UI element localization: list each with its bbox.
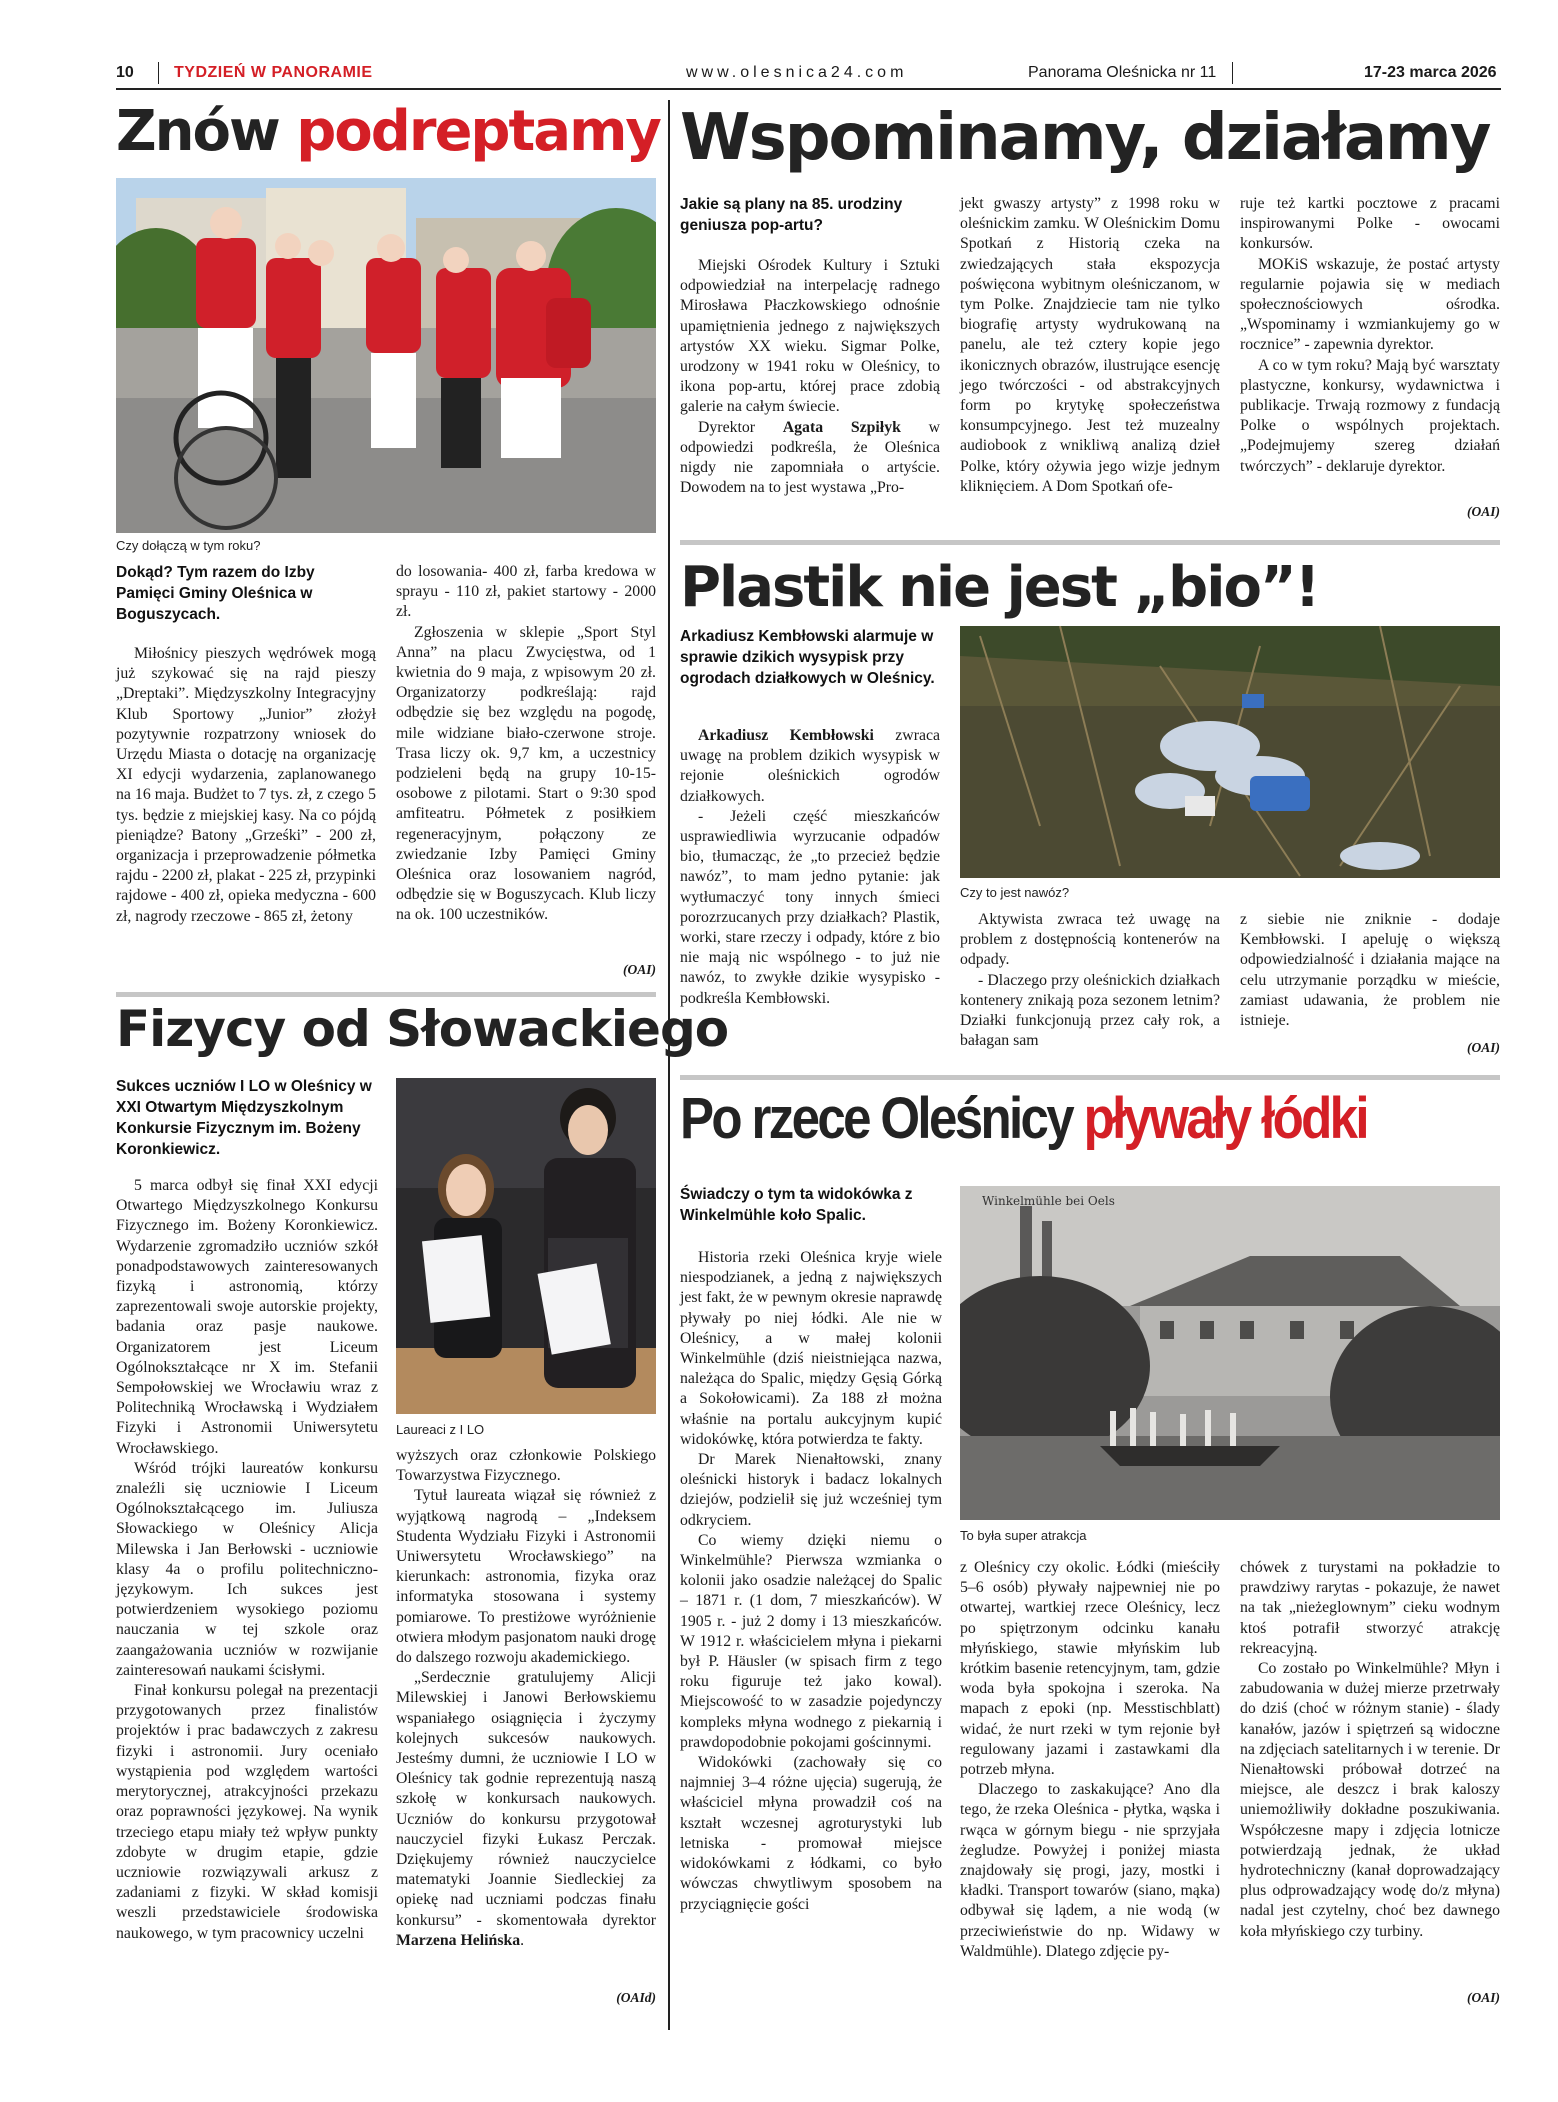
column-rule (668, 100, 670, 2030)
paragraph: Tytuł laureata wiązał się również z wyjątkową nagrodą – „Indeksem Studenta Wydziału Fizyki i Astronomii Uniwersytetu Wrocławskiego” na kierunkach: astronomia, fizyka oraz informatyka stosowana i systemy pomiarowe. To prestiżowe wyróżnienie otwiera młodym pasjonatom nauki drogę do dalszego rozwoju akademickiego. (396, 1487, 656, 1667)
paragraph: 5 marca odbył się finał XXI edycji Otwartego Międzyszkolnego Konkursu Fizycznego im. Bożeny Koronkiewicz. Wydarzenie zgromadziło uczniów szkół ponadpodstawowych zainteresowanych fizyką i astronomią, którzy zaprezentowali swoje autorskie projekty, badania oraz pasje naukowe. Organizatorem jest Liceum Ogólnokształcące nr X im. Stefanii Sempołowskiej we Wrocławiu wraz z Politechniką Wrocławską i Wydziałem Fizyki i Astronomii Uniwersytetu Wrocławskiego. (116, 1177, 378, 1457)
article-lead: Sukces uczniów I LO w Oleśnicy w XXI Otwartym Międzyszkolnym Konkursie Fizycznym im. Bożeny Koronkiewicz. (116, 1078, 372, 1158)
laureates-photo (396, 1078, 656, 1414)
postcard-inscription: Winkelmühle bei Oels (982, 1194, 1115, 1208)
article-lead: Arkadiusz Kembłowski alarmuje w sprawie dzikich wysypisk przy ogrodach działkowych w Oleśnicy. (680, 628, 935, 687)
title-highlight: pływały łódki (1083, 1086, 1367, 1151)
paragraph (680, 726, 940, 807)
website[interactable]: www.olesnica24.com (686, 64, 908, 81)
header-divider (1232, 62, 1233, 84)
text-column (680, 726, 940, 1009)
paragraph: A co w tym roku? Mają być warsztaty plastyczne, konkursy, wydawnictwa i publikacje. Trwają rozmowy z fundacją Polke o wspólnych projektach. „Podejmujemy szereg działań twórczych” - deklaruje dyrektor. (1240, 356, 1500, 475)
text-column (1240, 194, 1500, 477)
text-column (1240, 1558, 1500, 1942)
rule (680, 1075, 1500, 1080)
photo-caption: Czy dołączą w tym roku? (116, 538, 261, 553)
paragraph: Co wiemy dzięki niemu o Winkelmühle? Pierwsza wzmianka o kolonii jako osadzie należącej do Spalic – 1871 r. (1 dom, 7 mieszkańców). W 1905 r. - już 2 domy i 13 mieszkańców. W 1912 r. właścicielem młyna i piekarni był P. Häusler (w spisach firm z tego roku figuruje też jako kowal). Miejscowość to w zasadzie pojedynczy kompleks młyna wodnego z piekarnią i prawdopodobnie pokojami gościnnymi. (680, 1531, 942, 1751)
paragraph: Dr Marek Nienałtowski, znany oleśnicki historyk i badacz lokalnych dziejów, podzielił się już wcześniej tym odkryciem. (680, 1451, 942, 1529)
signature: (OAI) (1467, 1990, 1500, 2005)
paragraph: - Jeżeli część mieszkańców usprawiedliwia wyrzucanie odpadów bio, tłumacząc, że „to przecież będzie nawóz”, to mam jedno pytanie: jak wytłumaczyć tony innych śmieci porozrzucanych przy działkach? Plastik, worki, stare rzeczy i odpady, które z bio nie mają nic wspólnego - to już nie nawóz, to zwykłe dzikie wysypisko - podkreśla Kembłowski. (680, 807, 940, 1007)
article-title (116, 99, 660, 164)
header-divider (158, 62, 159, 84)
page-number: 10 (116, 64, 134, 81)
text-column (396, 562, 656, 926)
text-column (960, 1558, 1220, 1962)
paragraph: jekt gwaszy artysty” z 1998 roku w oleśnickim zamku. W Oleśnickim Domu Spotkań z Historią czeka na zwiedzających stała ekspozycja poświęcona wybitnym oleśniczanom, w tym Polke. Znajdziecie tam nie tylko biografię artysty wydrukowaną na panelu, ale też cztery kopie jego ikonicznych obrazów, ilustrujące esencję jego twórczości - od abstrakcyjnych form po krytykę społeczeństwa konsumpcyjnego. Jest też muzealny audiobook z wnikliwą analizą dzieł Polke, który ożywia jego wizje jednym kliknięciem. A Dom Spotkań ofe- (960, 195, 1220, 495)
illegal-dump-photo (960, 626, 1500, 878)
paragraph: Co zostało po Winkelmühle? Młyn i zabudowania w dużej mierze przetrwały do dziś (choć w różnym stanie) - ślady kanałów, jazów i spiętrzeń są widoczne na zdjęciach satelitarnych i w terenie. Dr Nienałtowski próbował dotrzeć na miejsce, ale deszcz i brak kaloszy uniemożliwiły dokładne poszukiwania. Współczesne mapy i zdjęcia lotnicze potwierdzają jednak, że układ hydrotechniczny (kanał doprowadzający plus odprowadzający wodę do/z młyna) nadal jest czytelny, choć bez dawnego koła młyńskiego czy turbiny. (1240, 1660, 1500, 1940)
photo-caption: To była super atrakcja (960, 1528, 1087, 1543)
article-lead: Dokąd? Tym razem do Izby Pamięci Gminy Oleśnica w Boguszycach. (116, 564, 315, 623)
paragraph: Dlaczego to zaskakujące? Ano dla tego, że rzeka Oleśnica - płytka, wąska i rwąca w górnym biegu - nie sprzyjała żegludze. Powyżej i poniżej miasta znajdowały się progi, jazy, mostki i kładki. Transport towarów (siano, mąka) odbywał się lądem, a nie wodą (w przeciwieństwie do np. Widawy w Waldmühle). Dlatego zdjęcie py- (960, 1781, 1220, 1960)
paragraph (396, 1668, 656, 1951)
paragraph: Historia rzeki Oleśnica kryje wiele niespodzianek, a jedną z największych jest fakt, że w pewnym okresie naprawdę pływały po niej łódki. Ale nie w Oleśnicy, a w małej kolonii Winkelmühle (dziś nieistniejąca nazwa, należąca do Spalic, między Gęsią Górką a Sokołowicami). Za 188 zł można właśnie na portalu aukcyjnym kupić widokówkę, która potwierdza te fakty. (680, 1249, 942, 1448)
article-title: Plastik nie jest „bio”! (680, 555, 1319, 620)
issue-label: Panorama Oleśnicka nr 11 (1028, 64, 1217, 81)
section-name: TYDZIEŃ W PANORAMIE (174, 64, 373, 81)
header-rule (116, 88, 1501, 90)
paragraph: Miejski Ośrodek Kultury i Sztuki odpowiedział na interpelację radnego Mirosława Płaczkowskiego odnośnie upamiętnienia jednego z największych artystów XX wieku. Sigmar Polke, urodzony w 1941 roku w Oleśnicy, to ikona pop-artu, której prace zdobią galerie na całym świecie. (680, 257, 940, 416)
postcard-photo (960, 1186, 1500, 1520)
issue-date: 17-23 marca 2026 (1364, 64, 1497, 81)
paragraph: Wśród trójki laureatów konkursu znaleźli się uczniowie I Liceum Ogólnokształcącego im. Juliusza Słowackiego w Oleśnicy Alicja Milewska i Jan Berłowski - uczniowie klasy 4a o profilu politechniczno-językowym. Ich sukces jest potwierdzeniem wysokiego poziomu nauczania w tej szkole oraz zaangażowania uczniów w rozwijanie zainteresowań naukami ścisłymi. (116, 1459, 378, 1679)
signature: (OAI) (1467, 504, 1500, 519)
photo-caption: Laureaci z I LO (396, 1422, 485, 1437)
paragraph: chówek z turystami na pokładzie to prawdziwy rarytas - pokazuje, że nawet na tak „nieżeglownym” cieku wodnym ktoś potrafił stworzyć atrakcję rekreacyjną. (1240, 1559, 1500, 1657)
hikers-photo (116, 178, 656, 533)
article-lead: Jakie są plany na 85. urodziny geniusza pop-artu? (680, 196, 903, 234)
text-run: w odpowiedzi podkreśla, że Oleśnica nigdy nie zapomniała o artyście. Dowodem na to jest wystawa „Pro- (680, 418, 940, 497)
paragraph: do losowania- 400 zł, farba kredowa w sprayu - 110 zł, pakiet startowy - 2000 zł. (396, 563, 656, 621)
paragraph: Widokówki (zachowały się co najmniej 3–4 różne ujęcia) sugerują, że właściciel młyna prowadził coś na kształt wczesnej agroturystyki lub letniska - promował miejsce widokówkami z łódkami, co było wówczas chwytliwym sposobem na przyciągnięcie gości (680, 1754, 942, 1913)
signature: (OAI) (623, 962, 656, 977)
title-part: Po rzece Oleśnicy (680, 1086, 1084, 1151)
text-column (960, 910, 1220, 1051)
text-column (1240, 910, 1500, 1031)
text-column (960, 194, 1220, 497)
text-column (680, 256, 940, 498)
text-run: „Serdecznie gratulujemy Alicji Milewskiej i Janowi Berłowskiemu wspaniałego osiągnięcia i życzymy kolejnych sukcesów naukowych. Jesteśmy dumni, że uczniowie I LO w Oleśnicy tak godnie reprezentują naszą szkołę w konkursach naukowych. Uczniów do konkursu przygotował nauczyciel fizyki Łukasz Perczak. Dziękujemy również nauczycielce matematyki Joannie Siedleckiej za opiekę nad uczniami podczas finału konkursu” - skomentowała dyrektor (396, 1669, 656, 1929)
title-part: Znów (116, 99, 297, 164)
title-highlight: podreptamy (296, 99, 660, 164)
rule (116, 992, 656, 997)
text-run: Dyrektor (698, 418, 783, 436)
article-title: Fizycy od Słowackiego (116, 1000, 729, 1058)
paragraph: Finał konkursu polegał na prezentacji przygotowanych przez finalistów projektów i prac badawczych z zakresu fizyki i astronomii. Jury oceniało wystąpienia pod względem wartości merytorycznej, atrakcyjności przekazu oraz poprawności językowej. Na wynik trzeciego etapu miały też wpływ punkty zdobyte w drugim etapie, gdzie uczniowie rozwiązywali arkusz z zadaniami z fizyki. W skład komisji weszli przedstawiciele środowiska naukowego, w tym pracownicy uczelni (116, 1682, 378, 1942)
text-column (396, 1446, 656, 1951)
paragraph: Miłośnicy pieszych wędrówek mogą już szykować się na rajd pieszy „Dreptaki”. Międzyszkolny Integracyjny Klub Sportowy „Junior” złożył pozytywnie rozpatrzony wniosek do Urzędu Miasta o dotację na organizację XI edycji wydarzenia, zaplanowanego na 16 maja. Budżet to 7 tys. zł, z czego 5 tys. będzie z miejskiej kasy. Na co pójdą pieniądze? Batony „Grześki” - 200 zł, organizacja i przeprowadzenie półmetka rajdu - 2200 zł, plakat - 225 zł, przypinki rajdowe - 400 zł, opieka medyczna - 600 zł, nagrody rzeczowe - 865 zł, żetony (116, 645, 376, 925)
paragraph: Zgłoszenia w sklepie „Sport Styl Anna” na placu Zwycięstwa, od 1 kwietnia do 9 maja, z wpisowym 20 zł. Organizatorzy podkreślają: rajd odbędzie się bez względu na pogodę, mile widziane biało-czerwone stroje. Trasa liczy ok. 9,7 km, a uczestnicy podzieleni będą na grupy 10-15-osobowe z pilotami. Start o 9:30 spod amfiteatru. Półmetek z posiłkiem regeneracyjnym, połączony ze zwiedzanie Izby Pamięci Gminy Oleśnica oraz losowaniem nagród, odbędzie się w Boguszycach. Klub liczy na ok. 100 uczestników. (396, 623, 656, 924)
paragraph: - Dlaczego przy oleśnickich działkach kontenery znikają poza sezonem letnim? Działki funkcjonują przez cały rok, a bałagan sam (960, 971, 1220, 1050)
paragraph: z Oleśnicy czy okolic. Łódki (mieściły 5–6 osób) pływały najpewniej nie po otwartej, wartkiej rzece Oleśnicy, lecz po spiętrzonym odcinku kanału młyńskiego, stawie młyńskim lub krótkim basenie retencyjnym, tam, gdzie woda była spokojna i szeroka. Na mapach z epoki (np. Messtischblatt) widać, że nurt rzeki w tym rejonie był regulowany jazami i zastawkami dla potrzeb młyna. (960, 1559, 1220, 1779)
paragraph: wyższych oraz członkowie Polskiego Towarzystwa Fizycznego. (396, 1447, 656, 1485)
text-column (680, 1248, 942, 1915)
photo-caption: Czy to jest nawóz? (960, 885, 1070, 900)
text-column (116, 644, 376, 927)
text-column (116, 1176, 378, 1944)
paragraph: z siebie nie zniknie - dodaje Kembłowski. I apeluję o większą odpowiedzialność i działania mające na celu utrzymanie porządku w mieście, zamiast udawania, że problem nie istnieje. (1240, 911, 1500, 1030)
text-run: . (520, 1931, 525, 1949)
paragraph: MOKiS wskazuje, że postać artysty regularnie pojawia się w mediach społecznościowych ośrodka. „Wspominamy i wzmiankujemy go w rocznice” - zapewnia dyrektor. (1240, 255, 1500, 354)
rule (680, 540, 1500, 545)
person-name: Marzena Helińska (396, 1931, 521, 1949)
signature: (OAId) (616, 1990, 656, 2005)
page-header (0, 0, 1558, 90)
article-lead: Świadczy o tym ta widokówka z Winkelmühle koło Spalic. (680, 1186, 913, 1224)
paragraph (680, 418, 940, 499)
signature: (OAI) (1467, 1040, 1500, 1055)
person-name: Agata Szpiłyk (782, 418, 901, 436)
paragraph: ruje też kartki pocztowe z pracami inspirowanymi Polke - owocami konkursów. (1240, 195, 1500, 253)
article-title (680, 1086, 1367, 1151)
text-run: zwraca uwagę na problem dzikich wysypisk w rejonie oleśnickich ogrodów działkowych. (680, 727, 940, 805)
article-title: Wspominamy, działamy (680, 101, 1490, 175)
person-name: Arkadiusz Kembłowski (698, 727, 874, 744)
paragraph: Aktywista zwraca też uwagę na problem z dostępnością kontenerów na odpady. (960, 911, 1220, 969)
